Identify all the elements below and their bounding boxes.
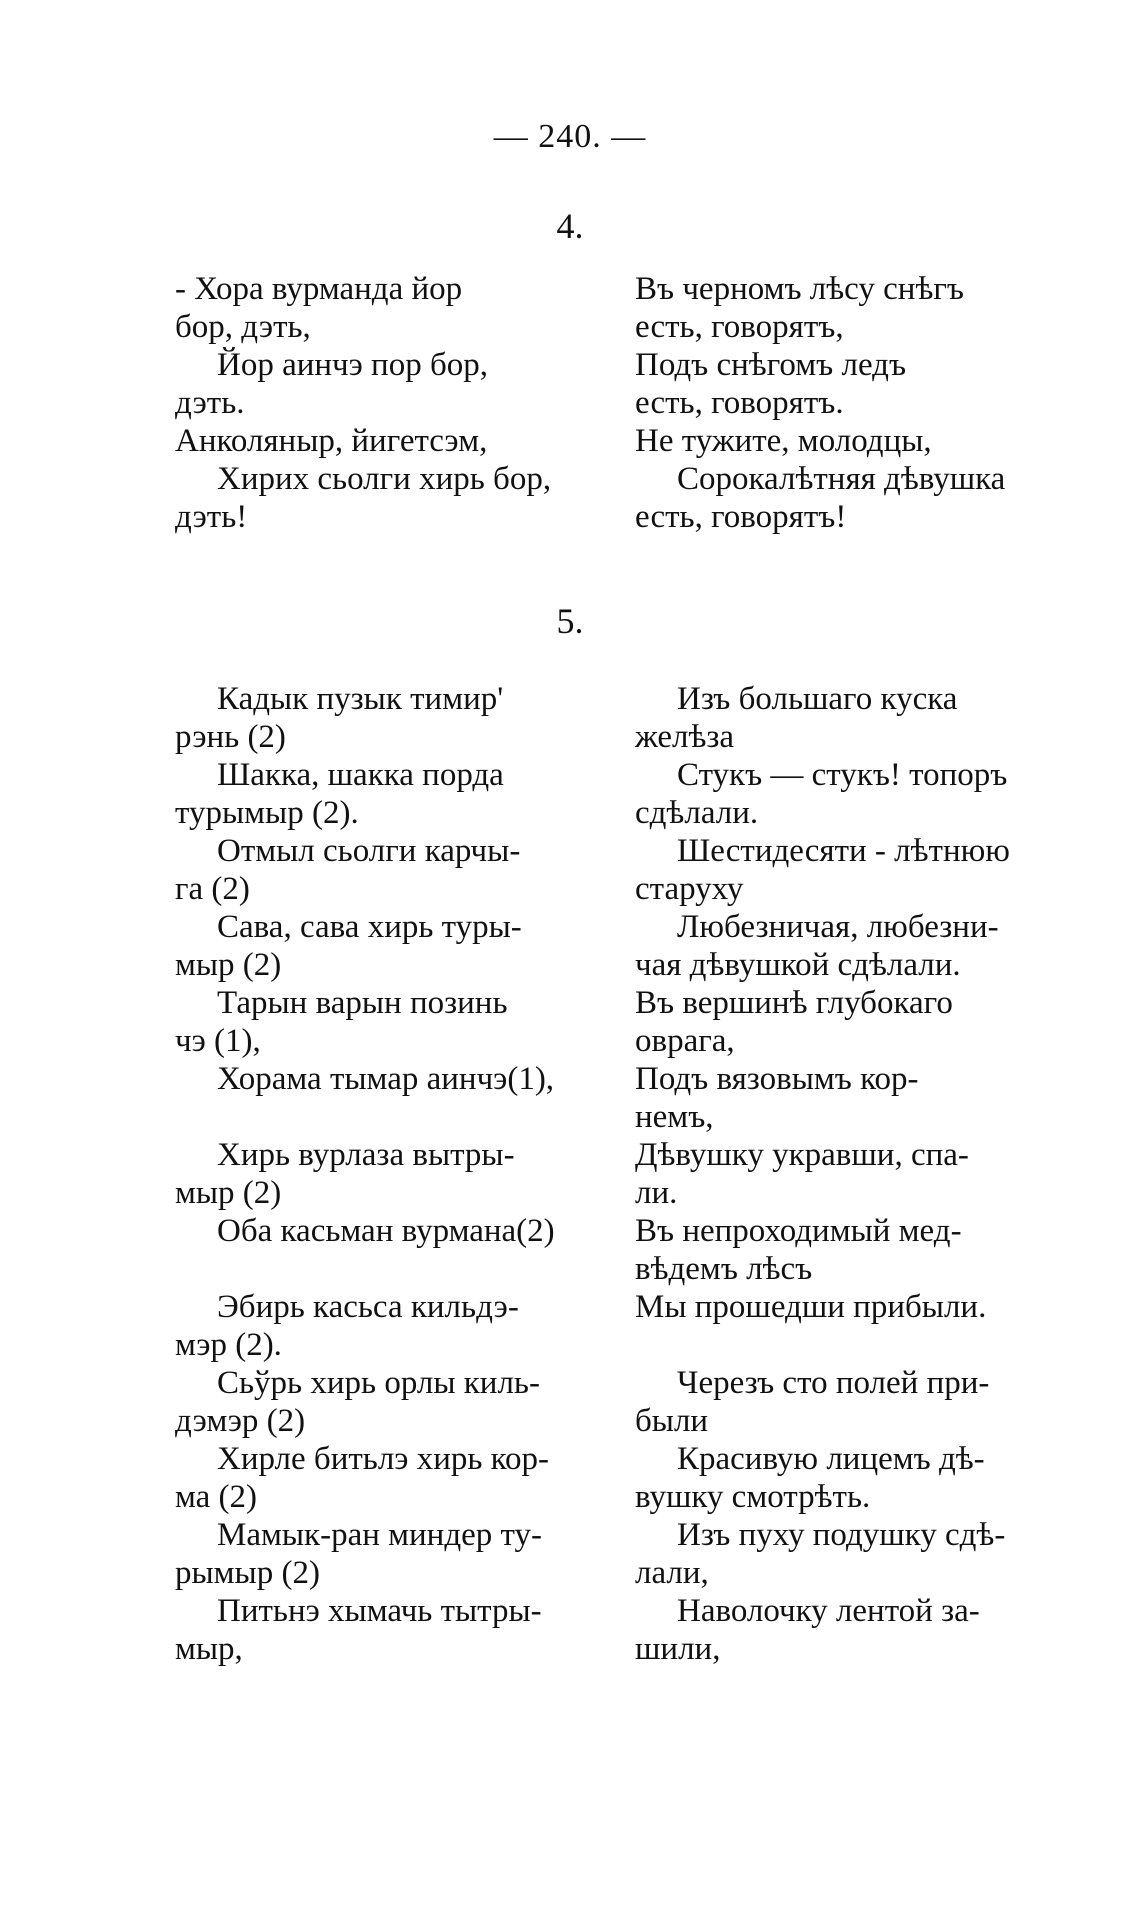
verse-line: есть, говорятъ, xyxy=(635,309,844,345)
verse-line xyxy=(635,1326,1035,1364)
verse-line: Отмыл сьолги карчы- xyxy=(217,833,521,869)
verse-line xyxy=(175,1250,615,1288)
verse-line: Мамык-ран миндер ту- xyxy=(217,1517,542,1553)
verse-line: ли. xyxy=(635,1175,678,1211)
verse-line: Дѣвушку укравши, спа- xyxy=(635,1137,969,1173)
verse-line: лали, xyxy=(635,1555,709,1591)
section-number-4: 4. xyxy=(556,206,584,246)
verse-line: есть, говорятъ! xyxy=(635,499,847,535)
verse-line: Анколяныр, йигетсэм, xyxy=(175,423,488,459)
verse-line: Шакка, шакка порда xyxy=(217,757,504,793)
verse-line: дэть. xyxy=(175,385,245,421)
section5-left-column xyxy=(175,680,615,1668)
verse-line: Изъ большаго куска xyxy=(677,681,958,717)
verse-line: Сьўрь хирь орлы киль- xyxy=(217,1365,540,1401)
verse-line: были xyxy=(635,1403,709,1439)
verse-line: Въ черномъ лѣсу снѣгъ xyxy=(635,271,964,307)
verse-line: ма (2) xyxy=(175,1479,258,1515)
section5-right-column xyxy=(635,680,1035,1668)
verse-line: Хирь вурлаза вытры- xyxy=(217,1137,515,1173)
verse-line: Стукъ — стукъ! топоръ xyxy=(677,757,1008,793)
verse-line: чая дѣвушкой сдѣлали. xyxy=(635,947,961,983)
verse-line: Эбирь касьса кильдэ- xyxy=(217,1289,519,1325)
verse-line: турымыр (2). xyxy=(175,795,359,831)
section-number-5: 5. xyxy=(556,601,584,641)
verse-line: старуху xyxy=(635,871,744,907)
section4-left-column xyxy=(175,270,615,536)
verse-line: Подъ снѣгомъ ледъ xyxy=(635,347,907,383)
verse-line: чэ (1), xyxy=(175,1023,261,1059)
verse-line: Красивую лицемъ дѣ- xyxy=(677,1441,985,1477)
verse-line: рэнь (2) xyxy=(175,719,286,755)
verse-line: Йор аинчэ пор бор, xyxy=(217,347,489,383)
verse-line: Въ вершинѣ глубокаго xyxy=(635,985,953,1021)
verse-line: Не тужите, молодцы, xyxy=(635,423,932,459)
verse-line: дэть! xyxy=(175,499,248,535)
verse-line: Черезъ сто полей при- xyxy=(677,1365,990,1401)
verse-line: сдѣлали. xyxy=(635,795,759,831)
verse-line: мыр (2) xyxy=(175,1175,282,1211)
verse-line: мыр, xyxy=(175,1631,243,1667)
verse-line: мыр (2) xyxy=(175,947,282,983)
verse-line: дэмэр (2) xyxy=(175,1403,306,1439)
verse-line: Оба касьман вурмана(2) xyxy=(217,1213,555,1249)
verse-line: Подъ вязовымъ кор- xyxy=(635,1061,919,1097)
verse-line: немъ, xyxy=(635,1099,714,1135)
verse-line: Хирле битьлэ хирь кор- xyxy=(217,1441,550,1477)
verse-line: Хирих сьолги хирь бор, xyxy=(217,461,552,497)
verse-line: бор, дэть, xyxy=(175,309,311,345)
verse-line: желѣза xyxy=(635,719,735,755)
verse-line: оврага, xyxy=(635,1023,735,1059)
verse-line: Питьнэ хымачь тытры- xyxy=(217,1593,542,1629)
verse-line: Изъ пуху подушку сдѣ- xyxy=(677,1517,1006,1553)
verse-line: Шестидесяти - лѣтнюю xyxy=(677,833,1010,869)
verse-line: Тарын варын позинь xyxy=(217,985,508,1021)
verse-line: Сорокалѣтняя дѣвушка xyxy=(677,461,1006,497)
verse-line: - Хора вурманда йор xyxy=(175,271,463,307)
verse-line: Сава, сава хирь туры- xyxy=(217,909,522,945)
verse-line: шили, xyxy=(635,1631,721,1667)
verse-line: Мы прошедши прибыли. xyxy=(635,1289,987,1325)
verse-line: есть, говорятъ. xyxy=(635,385,844,421)
verse-line: Хорама тымар аинчэ(1), xyxy=(217,1061,555,1097)
verse-line: Кадык пузык тимир' xyxy=(217,681,504,717)
page-number: — 240. — xyxy=(493,118,647,155)
verse-line: га (2) xyxy=(175,871,250,907)
verse-line: вѣдемъ лѣсъ xyxy=(635,1251,813,1287)
verse-line: Наволочку лентой за- xyxy=(677,1593,980,1629)
verse-line: Любезничая, любезни- xyxy=(677,909,999,945)
verse-line: рымыр (2) xyxy=(175,1555,320,1591)
section4-right-column xyxy=(635,270,1035,536)
verse-line: мэр (2). xyxy=(175,1327,282,1363)
verse-line xyxy=(175,1098,615,1136)
verse-line: вушку смотрѣть. xyxy=(635,1479,871,1515)
verse-line: Въ непроходимый мед- xyxy=(635,1213,962,1249)
